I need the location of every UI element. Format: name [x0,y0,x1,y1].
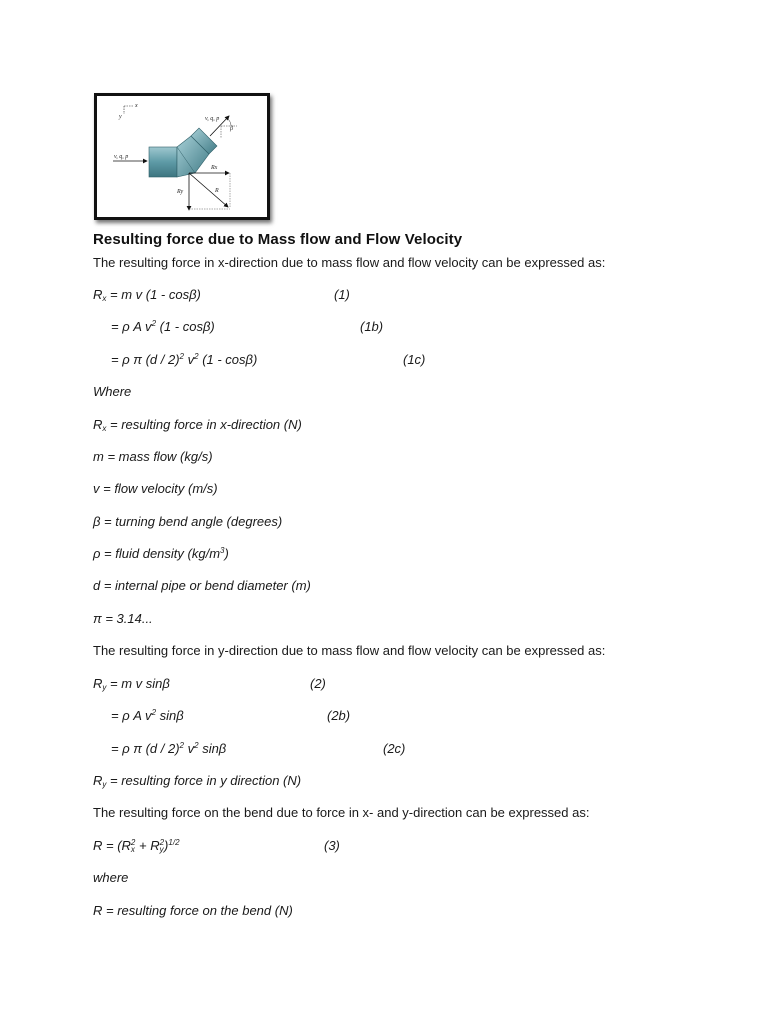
def-beta: β = turning bend angle (degrees) [93,514,283,529]
section-heading: Resulting force due to Mass flow and Flow Velocity [93,231,463,248]
r-arrow [189,173,228,207]
def-ry: $R_y$ = resulting force in y direction (N) [93,773,302,789]
outlet-label: v, q, p [205,116,220,122]
equation-2c-ref: (2c) [383,741,406,756]
pipe-bend-svg [97,96,267,217]
ry-label: Ry [177,189,184,195]
equation-1: $R_x = m$ v (1 - cosβ) [93,287,201,303]
intro-r-text: The resulting force on the bend due to force in x- and y-direction can be expressed as: [93,805,590,820]
axis-y-label: y [119,114,122,120]
equation-2b-ref: (2b) [327,708,351,723]
intro-x-text: The resulting force in x-direction due to mass flow and flow velocity can be expressed as: [93,255,606,270]
equation-2: $R_y = m$ v sinβ [93,676,170,692]
axis-x-label: x [135,103,138,109]
def-d: d = internal pipe or bend diameter (m) [93,578,311,593]
straight-pipe [149,147,177,177]
where-label-2: where [93,870,129,885]
beta-label: β [230,126,233,132]
equation-3: $R = (R_x^2 + R_y^2)^{1/2}$ [93,838,180,854]
def-rho: ρ = fluid density $(kg/m^3)$ [93,546,229,561]
inlet-label: v, q, p [114,154,129,160]
equation-2b: = ρ A $v^2$ sinβ [111,708,184,723]
def-rx: $R_x$ = resulting force in x-direction (N) [93,417,302,433]
equation-1c: = ρ π (d / 2)$^2$ $v^2$ (1 - cosβ) [111,352,258,367]
def-r: R = resulting force on the bend (N) [93,903,293,918]
axis-indicator [118,103,138,120]
intro-y-text: The resulting force in y-direction due to mass flow and flow velocity can be expressed as: [93,643,606,658]
def-pi: π = 3.14... [93,611,153,626]
equation-2-ref: (2) [310,676,326,691]
r-label: R [215,188,219,194]
rx-label: Rx [211,165,218,171]
equation-1-ref: (1) [334,287,350,302]
where-label-1: Where [93,384,132,399]
equation-1b-ref: (1b) [360,319,384,334]
equation-1c-ref: (1c) [403,352,426,367]
def-m: m = mass flow (kg/s) [93,449,213,464]
pipe-bend-diagram [94,93,270,220]
def-v: v = flow velocity (m/s) [93,481,218,496]
equation-3-ref: (3) [324,838,340,853]
equation-1b: = ρ A $v^2$ (1 - cosβ) [111,319,215,334]
equation-2c: = ρ π (d / 2)$^2$ $v^2$ sinβ [111,741,227,756]
